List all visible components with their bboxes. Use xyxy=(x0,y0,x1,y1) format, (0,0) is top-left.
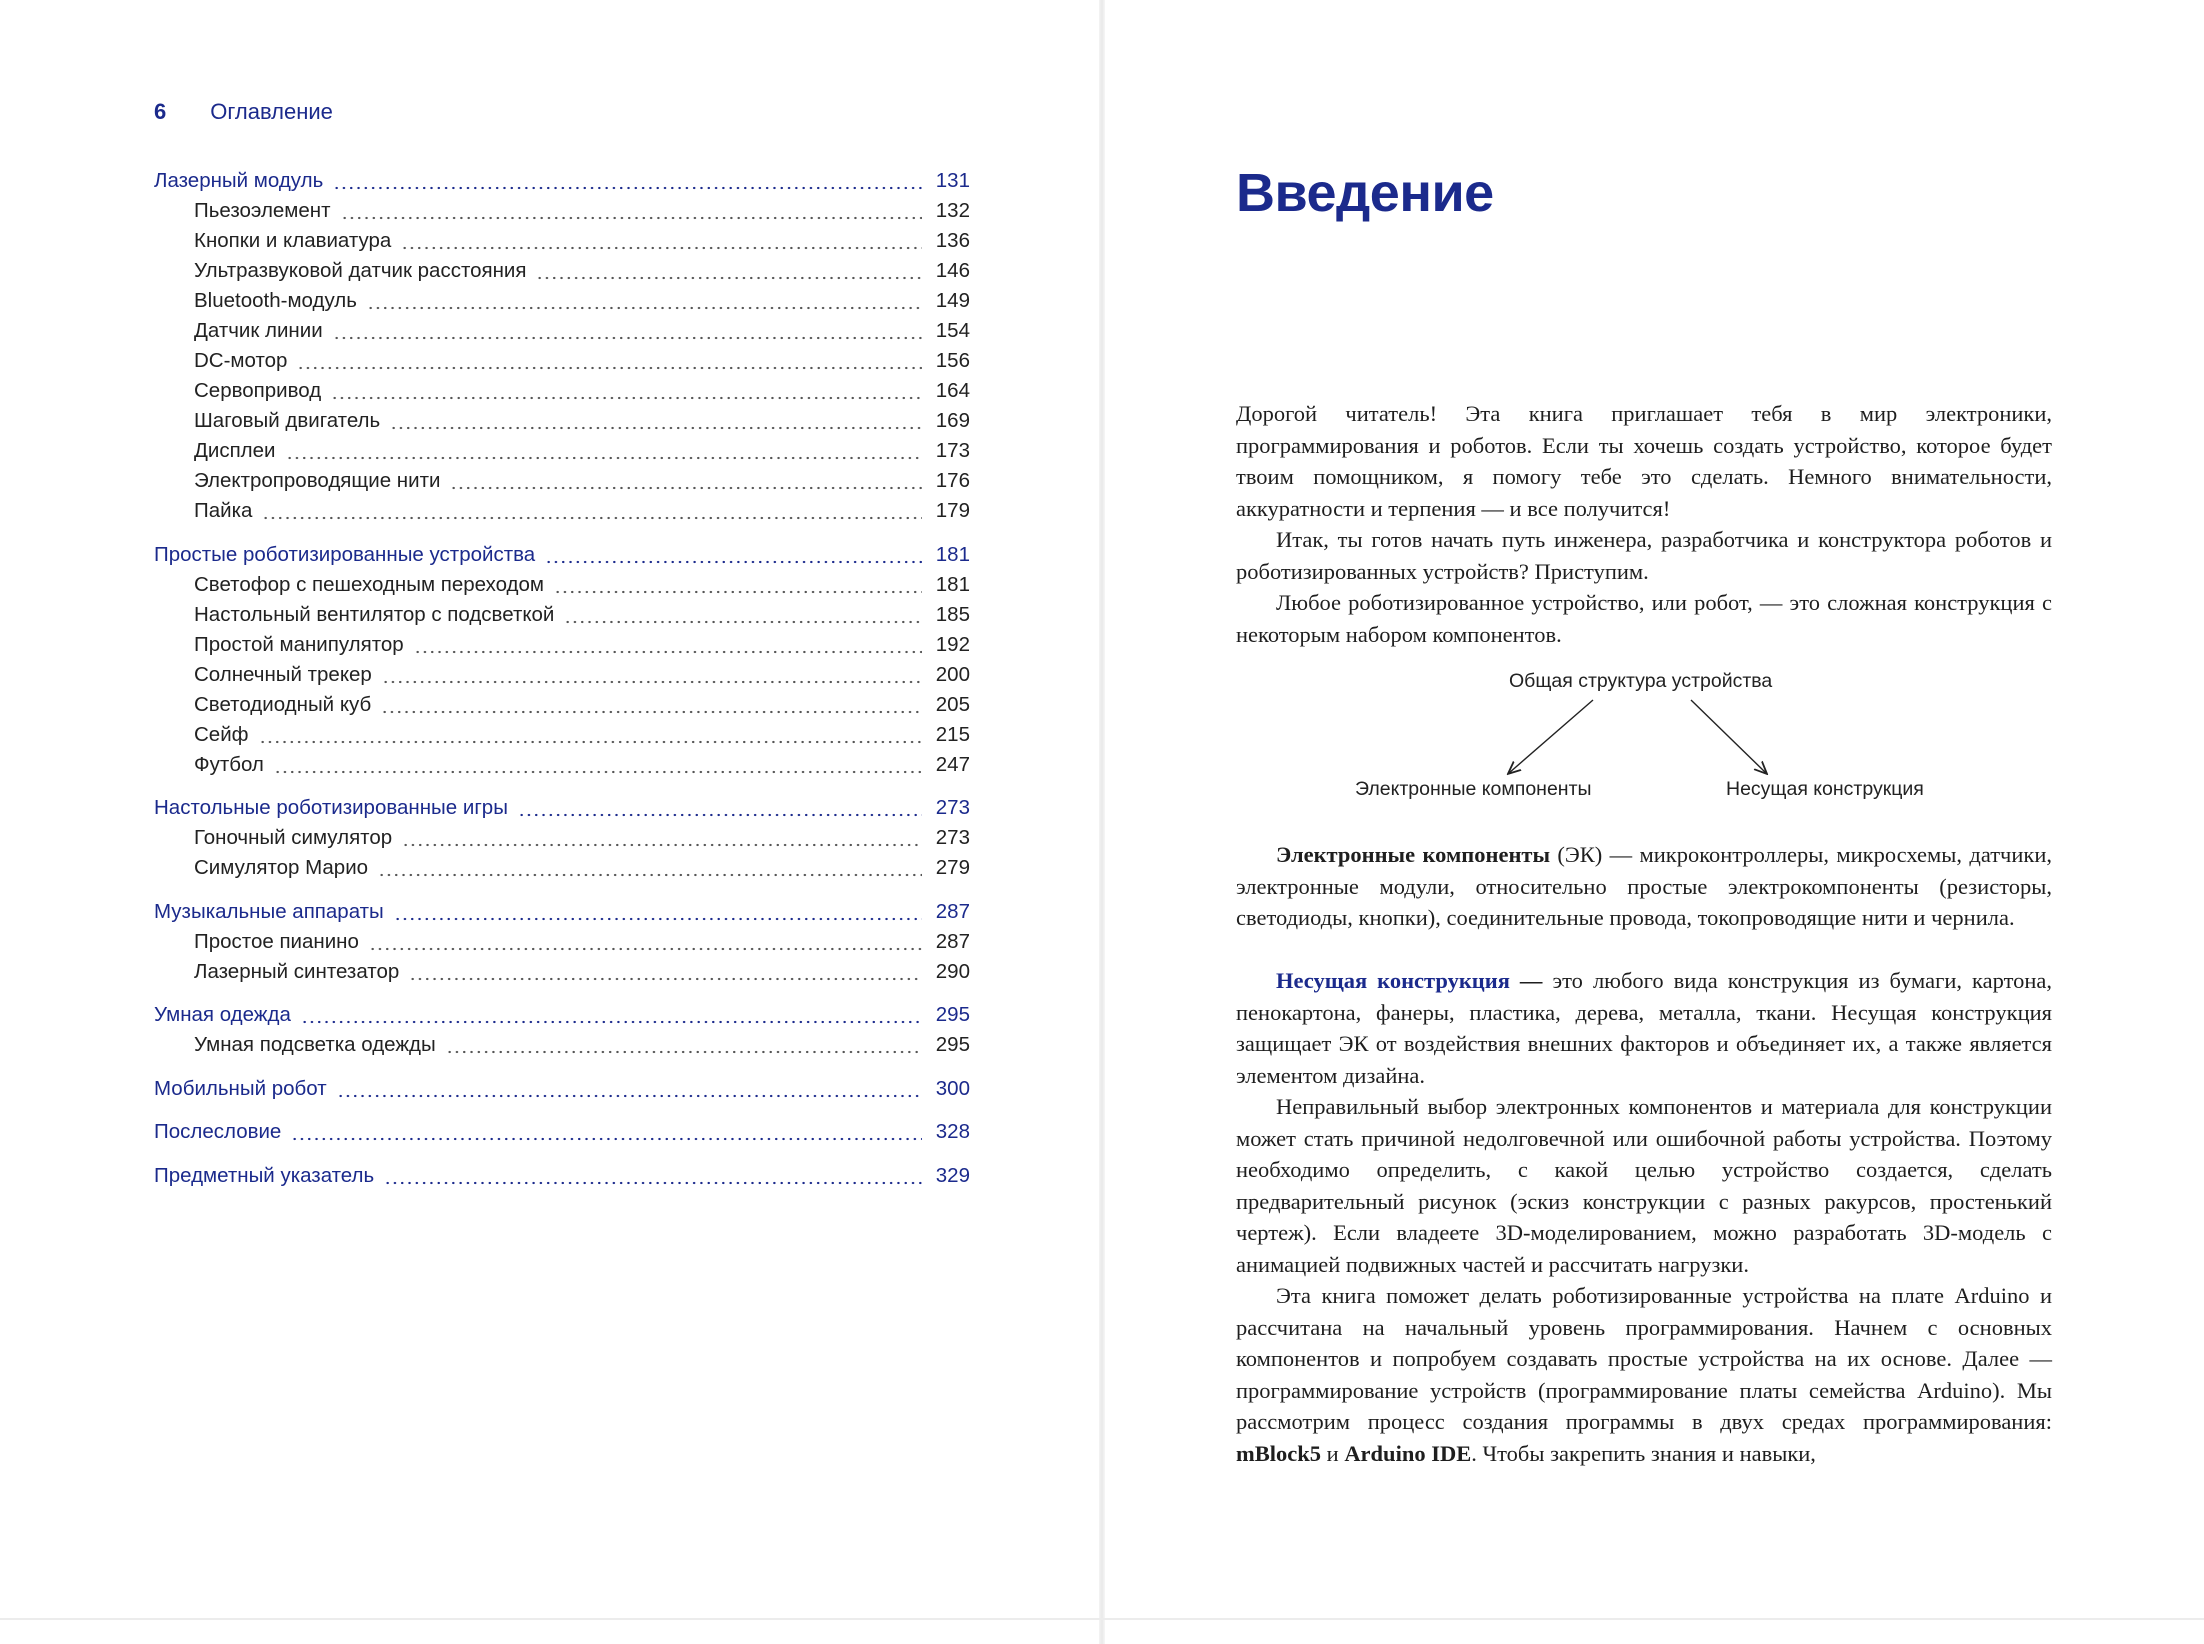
toc-entry-title: Лазерный синтезатор xyxy=(194,959,400,983)
toc-dot-leader xyxy=(402,843,922,847)
toc-section-entry xyxy=(154,826,970,856)
toc-entry-title: Электропроводящие нити xyxy=(194,469,441,492)
diagram-root-label: Общая структура устройства xyxy=(1509,670,1773,692)
toc-entry-page: 273 xyxy=(935,826,970,849)
running-title: Оглавление xyxy=(210,99,333,124)
toc-dot-leader xyxy=(536,276,922,280)
toc-entry-title: Настольный вентилятор с подсветкой xyxy=(194,602,555,626)
toc-entry-title: Настольные роботизированные игры xyxy=(154,796,508,819)
toc-dot-leader xyxy=(337,1094,922,1098)
toc-entry-title: Простое пианино xyxy=(194,929,359,953)
toc-entry-page: 290 xyxy=(935,959,970,983)
toc-chapter-entry xyxy=(154,1164,970,1194)
toc-section-entry xyxy=(154,693,970,723)
term-electronic-components: Электронные компоненты xyxy=(1276,842,1551,867)
toc-section-entry xyxy=(154,499,970,529)
toc-dot-leader xyxy=(333,336,922,340)
toc-entry-title: Датчик линии xyxy=(194,319,323,342)
toc-section-entry xyxy=(154,960,970,990)
toc-entry-page: 156 xyxy=(935,349,970,372)
page-bottom-edge xyxy=(0,1618,2204,1620)
toc-entry-title: Дисплеи xyxy=(194,439,276,462)
toc-dot-leader xyxy=(545,560,922,564)
toc-entry-page: 149 xyxy=(935,289,970,312)
software-arduino-ide: Arduino IDE xyxy=(1344,1440,1472,1466)
toc-section-entry xyxy=(154,856,970,886)
toc-dot-leader xyxy=(301,1020,922,1024)
toc-dot-leader xyxy=(381,710,922,714)
toc-entry-page: 215 xyxy=(935,722,970,746)
toc-entry-page: 164 xyxy=(935,379,970,402)
toc-entry-title: Солнечный трекер xyxy=(194,662,372,686)
table-of-contents xyxy=(154,169,970,1194)
toc-dot-leader xyxy=(286,456,923,460)
toc-entry-page: 181 xyxy=(935,572,970,596)
paragraph-book-scope xyxy=(1236,1280,2052,1469)
toc-chapter-entry xyxy=(154,543,970,573)
toc-chapter-entry xyxy=(154,169,970,199)
toc-dot-leader xyxy=(382,680,922,684)
toc-chapter-entry xyxy=(154,900,970,930)
toc-entry-title: Светофор с пешеходным переходом xyxy=(194,572,545,596)
paragraph-electronic-components xyxy=(1236,839,2052,934)
toc-section-entry xyxy=(154,603,970,633)
toc-entry-page: 295 xyxy=(935,1003,970,1026)
toc-dot-leader xyxy=(367,306,922,310)
term-dash: — xyxy=(1509,968,1543,993)
toc-entry-page: 176 xyxy=(935,469,970,492)
toc-dot-leader xyxy=(384,1181,922,1185)
toc-entry-title: Послесловие xyxy=(154,1120,282,1143)
toc-section-entry xyxy=(154,930,970,960)
toc-entry-title: Лазерный модуль xyxy=(154,169,324,192)
paragraph-start: Итак, ты готов начать путь инженера, разработчика и конструктора роботов и роботизированных устройств? Приступим. xyxy=(1236,527,2052,584)
toc-entry-page: 181 xyxy=(935,542,970,566)
toc-entry-page: 247 xyxy=(935,752,970,776)
toc-entry-page: 132 xyxy=(935,199,970,222)
toc-entry-page: 279 xyxy=(935,856,970,879)
toc-dot-leader xyxy=(394,917,922,921)
toc-entry-page: 287 xyxy=(935,899,970,923)
term-carrying-structure: Несущая конструкция xyxy=(1276,968,1510,993)
toc-dot-leader xyxy=(564,620,922,624)
toc-section-entry xyxy=(154,289,970,319)
toc-entry-page: 154 xyxy=(935,319,970,342)
toc-entry-page: 329 xyxy=(935,1163,970,1187)
running-head xyxy=(154,99,333,125)
toc-entry-title: Предметный указатель xyxy=(154,1163,375,1187)
toc-section-entry xyxy=(154,633,970,663)
toc-entry-title: Сейф xyxy=(194,722,249,746)
arrow-left xyxy=(1509,700,1593,773)
toc-entry-page: 328 xyxy=(935,1120,970,1143)
toc-entry-title: Bluetooth-модуль xyxy=(194,289,357,312)
toc-entry-title: Сервопривод xyxy=(194,379,322,402)
toc-section-entry xyxy=(154,573,970,603)
diagram-left-label: Электронные компоненты xyxy=(1355,778,1592,800)
paragraph-intro: Дорогой читатель! Эта книга приглашает тебя в мир электроники, программирования и роботов. Если ты хочешь создать устройство, которое будет твоим помощником, я помогу тебе это сделать. Немного внимательности, аккуратности и терпения — и все получится! xyxy=(1236,401,2052,521)
toc-dot-leader xyxy=(446,1050,922,1054)
carrying-structure-text: это любого вида конструкция из бумаги, картона, пенокартона, фанеры, пластика, дерева, металла, ткани. Несущая конструкция защищает ЭК от воздействия внешних факторов и объединяет их, а также является элементом дизайна. xyxy=(1236,968,2053,1088)
toc-section-entry xyxy=(154,379,970,409)
toc-entry-title: Мобильный робот xyxy=(154,1076,327,1100)
toc-entry-title: Умная одежда xyxy=(154,1003,291,1026)
software-mblock5: mBlock5 xyxy=(1236,1440,1322,1466)
toc-entry-title: Гоночный симулятор xyxy=(194,826,393,849)
structure-diagram xyxy=(1236,668,2052,813)
toc-entry-title: Умная подсветка одежды xyxy=(194,1033,436,1056)
toc-entry-title: Ультразвуковой датчик расстояния xyxy=(194,259,527,282)
toc-section-entry xyxy=(154,439,970,469)
toc-section-entry xyxy=(154,229,970,259)
toc-entry-title: Кнопки и клавиатура xyxy=(194,229,392,252)
toc-section-entry xyxy=(154,663,970,693)
toc-dot-leader xyxy=(378,873,922,877)
toc-section-entry xyxy=(154,469,970,499)
page-number: 6 xyxy=(154,99,167,124)
toc-section-entry xyxy=(154,753,970,783)
toc-entry-title: Простой манипулятор xyxy=(194,632,404,656)
toc-entry-page: 200 xyxy=(935,662,970,686)
book-scope-text: Эта книга поможет делать роботизированные устройства на плате Arduino и рассчитана на начальный уровень программирования. Начнем с основных компонентов и попробуем создавать простые устройства на их основе. Далее — программирование устройств (программирование платы семейства Arduino). Мы рассмотрим процесс создания программы в двух средах программирования: xyxy=(1236,1283,2052,1434)
toc-dot-leader xyxy=(409,977,922,981)
electronic-components-text: (ЭК) — микроконтроллеры, микросхемы, датчики, электронные модули, относительно простые электрокомпоненты (резисторы, светодиоды, кнопки), соединительные провода, токопроводящие нити и чернила. xyxy=(1236,842,2053,930)
toc-dot-leader xyxy=(262,516,922,520)
toc-entry-title: Простые роботизированные устройства xyxy=(154,542,536,566)
toc-dot-leader xyxy=(554,590,922,594)
toc-entry-page: 136 xyxy=(935,229,970,252)
toc-entry-page: 179 xyxy=(935,499,970,522)
toc-entry-title: Пьезоэлемент xyxy=(194,199,331,222)
toc-chapter-entry xyxy=(154,1077,970,1107)
toc-entry-title: Музыкальные аппараты xyxy=(154,899,384,923)
toc-dot-leader xyxy=(450,486,922,490)
toc-section-entry xyxy=(154,349,970,379)
toc-dot-leader xyxy=(297,366,922,370)
toc-entry-page: 131 xyxy=(935,169,970,192)
toc-entry-title: Шаговый двигатель xyxy=(194,409,381,432)
toc-dot-leader xyxy=(333,186,922,190)
chapter-heading: Введение xyxy=(1236,163,1494,223)
arrow-right xyxy=(1691,700,1766,773)
toc-section-entry xyxy=(154,1033,970,1063)
toc-entry-page: 295 xyxy=(935,1033,970,1056)
toc-entry-title: Футбол xyxy=(194,752,264,776)
toc-entry-page: 273 xyxy=(935,796,970,819)
toc-section-entry xyxy=(154,723,970,753)
paragraph-carrying-structure xyxy=(1236,965,2052,1091)
toc-entry-page: 205 xyxy=(935,692,970,716)
toc-dot-leader xyxy=(341,216,922,220)
toc-chapter-entry xyxy=(154,796,970,826)
toc-chapter-entry xyxy=(154,1003,970,1033)
toc-dot-leader xyxy=(259,740,922,744)
toc-entry-page: 300 xyxy=(935,1076,970,1100)
toc-entry-page: 146 xyxy=(935,259,970,282)
book-spine xyxy=(1099,0,1105,1644)
toc-entry-page: 192 xyxy=(935,632,970,656)
toc-entry-page: 169 xyxy=(935,409,970,432)
toc-dot-leader xyxy=(518,813,922,817)
toc-dot-leader xyxy=(414,650,922,654)
toc-dot-leader xyxy=(331,396,922,400)
toc-entry-title: DC-мотор xyxy=(194,349,288,372)
toc-entry-page: 287 xyxy=(935,929,970,953)
toc-entry-title: Светодиодный куб xyxy=(194,692,372,716)
toc-entry-page: 185 xyxy=(935,602,970,626)
book-scope-and: и xyxy=(1321,1440,1345,1466)
toc-section-entry xyxy=(154,259,970,289)
toc-entry-title: Пайка xyxy=(194,499,253,522)
diagram-right-label: Несущая конструкция xyxy=(1726,778,1924,800)
toc-entry-page: 173 xyxy=(935,439,970,462)
book-scope-end: . Чтобы закрепить знания и навыки, xyxy=(1471,1440,1816,1466)
toc-entry-title: Симулятор Марио xyxy=(194,856,369,879)
toc-dot-leader xyxy=(291,1137,922,1141)
toc-dot-leader xyxy=(390,426,922,430)
toc-dot-leader xyxy=(274,770,922,774)
toc-section-entry xyxy=(154,409,970,439)
toc-dot-leader xyxy=(401,246,922,250)
toc-section-entry xyxy=(154,319,970,349)
toc-section-entry xyxy=(154,199,970,229)
toc-dot-leader xyxy=(369,947,922,951)
paragraph-definition: Любое роботизированное устройство, или робот, — это сложная конструкция с некоторым набором компонентов. xyxy=(1236,590,2052,647)
toc-chapter-entry xyxy=(154,1120,970,1150)
paragraph-wrong-choice: Неправильный выбор электронных компонентов и материала для конструкции может стать причиной недолговечной или ошибочной работы устройства. Поэтому необходимо определить, с какой целью устройство создается, сделать предварительный рисунок (эскиз конструкции с разных ракурсов, простенький чертеж). Если владеете 3D-моделированием, можно разработать 3D-модель с анимацией подвижных частей и рассчитать нагрузки. xyxy=(1236,1094,2052,1277)
